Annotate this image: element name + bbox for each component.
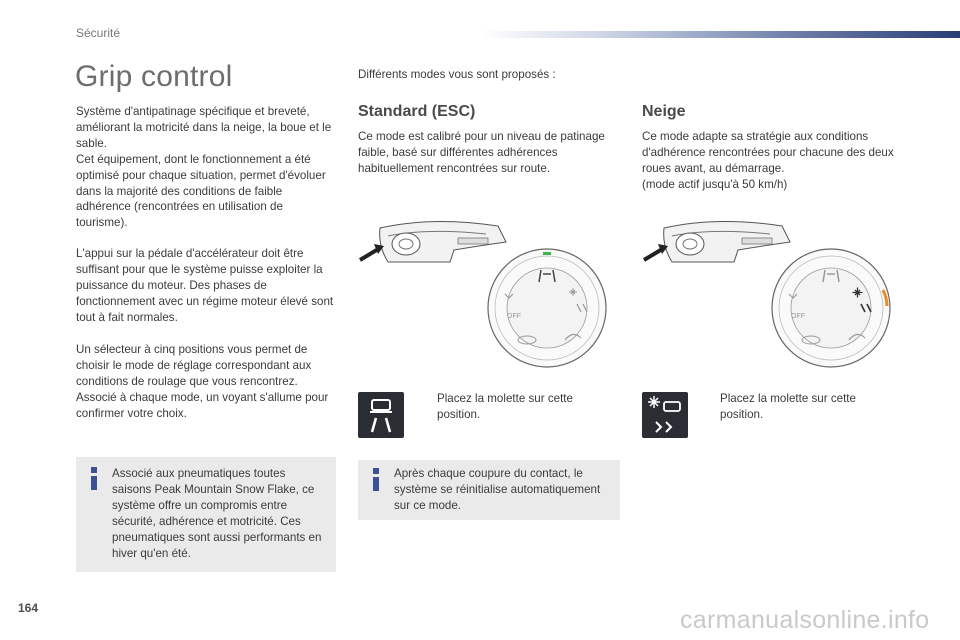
reset-info-box [358,460,620,520]
snow-heading: Neige [642,103,686,120]
snow-text: Ce mode adapte sa stratégie aux conditions d'adhérence rencontrées pour chacune des deux roues avant, au démarrage. (mode actif jusqu'à 50 km/h) [642,130,894,191]
mode-dial-standard[interactable] [485,246,609,370]
page-title: Grip control [75,60,233,93]
watermark: carmanualsonline.info [680,606,930,634]
tyres-info-text: Associé aux pneumatiques toutes saisons Peak Mountain Snow Flake, ce système offre un compromis entre sécurité, adhérence et motricité. Ces pneumatiques sont aussi performants en hiver qu'en été. [112,467,322,560]
reset-info-text: Après chaque coupure du contact, le système se réinitialise automatiquement sur ce mode. [394,467,601,512]
section-label: Sécurité [76,26,121,40]
intro-paragraph: Système d'antipatinage spécifique et breveté, améliorant la motricité dans la neige, la boue et le sable. Cet équipement, dont le fonctionnement a été optimisé pour chaque situation, permet d'évoluer dans la majorité des conditions de faible adhérence (rencontrées en utilisation de tourisme). [76,105,332,230]
tyres-info-box [76,457,336,572]
snow-instruction: Placez la molette sur cette position. [720,392,856,421]
car-road-icon [358,392,404,438]
standard-heading: Standard (ESC) [358,103,476,120]
snow-mode-tile [642,392,688,438]
active-mode-indicator [543,252,551,255]
page-number: 164 [18,601,39,615]
standard-text: Ce mode est calibré pour un niveau de patinage faible, basé sur différentes adhérences habituellement rencontrées sur route. [358,130,605,175]
info-icon [370,468,382,490]
snow-mode-icon [642,392,688,438]
modes-intro: Différents modes vous sont proposés : [358,68,556,81]
accelerator-paragraph: L'appui sur la pédale d'accélérateur doit être suffisant pour que le système puisse exploiter la puissance du moteur. Des phases de fonctionnement avec un régime moteur élevé sont tout à fait normales. [76,247,334,324]
header-bar [480,31,960,38]
standard-mode-tile [358,392,404,438]
off-label: OFF [507,313,521,320]
mode-dial-snow[interactable] [769,246,893,370]
standard-instruction: Placez la molette sur cette position. [437,392,573,421]
selector-paragraph: Un sélecteur à cinq positions vous permet de choisir le mode de réglage correspondant aux conditions de roulage que vous rencontrez. Associé à chaque mode, un voyant s'allume pour confirmer votre choix. [76,343,329,420]
off-label: OFF [791,313,805,320]
info-icon [88,467,100,489]
